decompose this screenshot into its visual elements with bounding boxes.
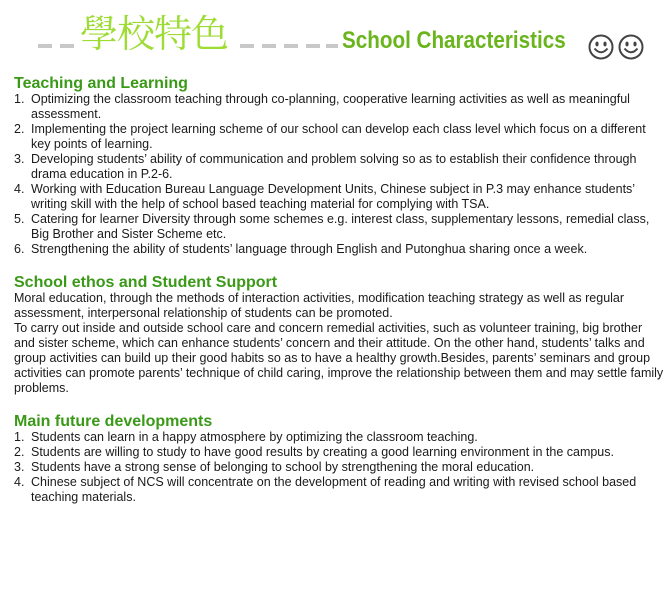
smiley-face-icon xyxy=(618,34,644,60)
content-area xyxy=(14,76,666,505)
item-text: Implementing the project learning scheme of our school can develop each class level which focus on a different key points of learning. xyxy=(31,122,646,151)
title-banner xyxy=(0,0,671,70)
dash-decoration xyxy=(60,44,74,48)
list-item xyxy=(14,445,666,460)
smiley-face-icon xyxy=(588,34,614,60)
section-heading: Teaching and Learning xyxy=(14,75,188,92)
section-school-ethos xyxy=(14,275,666,396)
section-future-developments xyxy=(14,414,666,505)
item-number: 6. xyxy=(14,242,25,256)
list-item xyxy=(14,182,666,212)
item-text: Working with Education Bureau Language Development Units, Chinese subject in P.3 may enhance students’ writing skill with the help of school based teaching material for complying with TSA. xyxy=(31,182,635,211)
item-text: Chinese subject of NCS will concentrate on the development of reading and writing with revised school based teaching materials. xyxy=(31,475,637,504)
item-text: Developing students’ ability of communication and problem solving so as to establish their confidence through drama education in P.2-6. xyxy=(31,152,637,181)
dash-decoration xyxy=(240,44,254,48)
item-text: Students can learn in a happy atmosphere by optimizing the classroom teaching. xyxy=(31,430,478,444)
item-number: 2. xyxy=(14,445,25,459)
paragraph: To carry out inside and outside school care and concern remedial activities, such as volunteer training, big brother and sister scheme, which can enhance students’ concern and their attitude. On the other hand, students’ talks and group activities can build up their good habits so as to have a healthy growth.Besides, parents’ seminars and group activities can promote parents’ technique of child caring, improve the relationship between them and may settle family problems. xyxy=(14,321,664,395)
section-teaching-learning xyxy=(14,76,666,257)
dash-decoration xyxy=(306,44,320,48)
item-number: 5. xyxy=(14,212,25,226)
dash-decoration xyxy=(326,44,338,48)
item-text: Optimizing the classroom teaching through co-planning, cooperative learning activities as well as meaningful assessment. xyxy=(31,92,630,121)
item-text: Students have a strong sense of belonging to school by strengthening the moral education. xyxy=(31,460,535,474)
section-heading: School ethos and Student Support xyxy=(14,274,278,291)
item-number: 2. xyxy=(14,122,25,136)
list-item xyxy=(14,212,666,242)
section-heading: Main future developments xyxy=(14,413,213,430)
list-item xyxy=(14,475,666,505)
dash-decoration xyxy=(284,44,298,48)
list-item xyxy=(14,122,666,152)
list-item xyxy=(14,92,666,122)
list-item xyxy=(14,430,666,445)
item-number: 4. xyxy=(14,475,25,489)
english-title: School Characteristics xyxy=(342,27,566,54)
list-item xyxy=(14,460,666,475)
chinese-title: 學校特色 xyxy=(80,12,229,56)
future-list xyxy=(14,430,666,505)
item-text: Students are willing to study to have good results by creating a good learning environment in the campus. xyxy=(31,445,614,459)
item-number: 1. xyxy=(14,430,25,444)
item-number: 3. xyxy=(14,460,25,474)
item-text: Strengthening the ability of students’ language through English and Putonghua sharing once a week. xyxy=(31,242,588,256)
item-text: Catering for learner Diversity through some schemes e.g. interest class, supplementary lessons, remedial class, Big Brother and Sister Scheme etc. xyxy=(31,212,650,241)
paragraph: Moral education, through the methods of interaction activities, modification teaching strategy as well as regular assessment, interpersonal relationship of students can be promoted. xyxy=(14,291,625,320)
item-number: 3. xyxy=(14,152,25,166)
item-number: 1. xyxy=(14,92,25,106)
item-number: 4. xyxy=(14,182,25,196)
list-item xyxy=(14,152,666,182)
dash-decoration xyxy=(262,44,276,48)
list-item xyxy=(14,242,666,257)
dash-decoration xyxy=(38,44,52,48)
teaching-list xyxy=(14,92,666,257)
